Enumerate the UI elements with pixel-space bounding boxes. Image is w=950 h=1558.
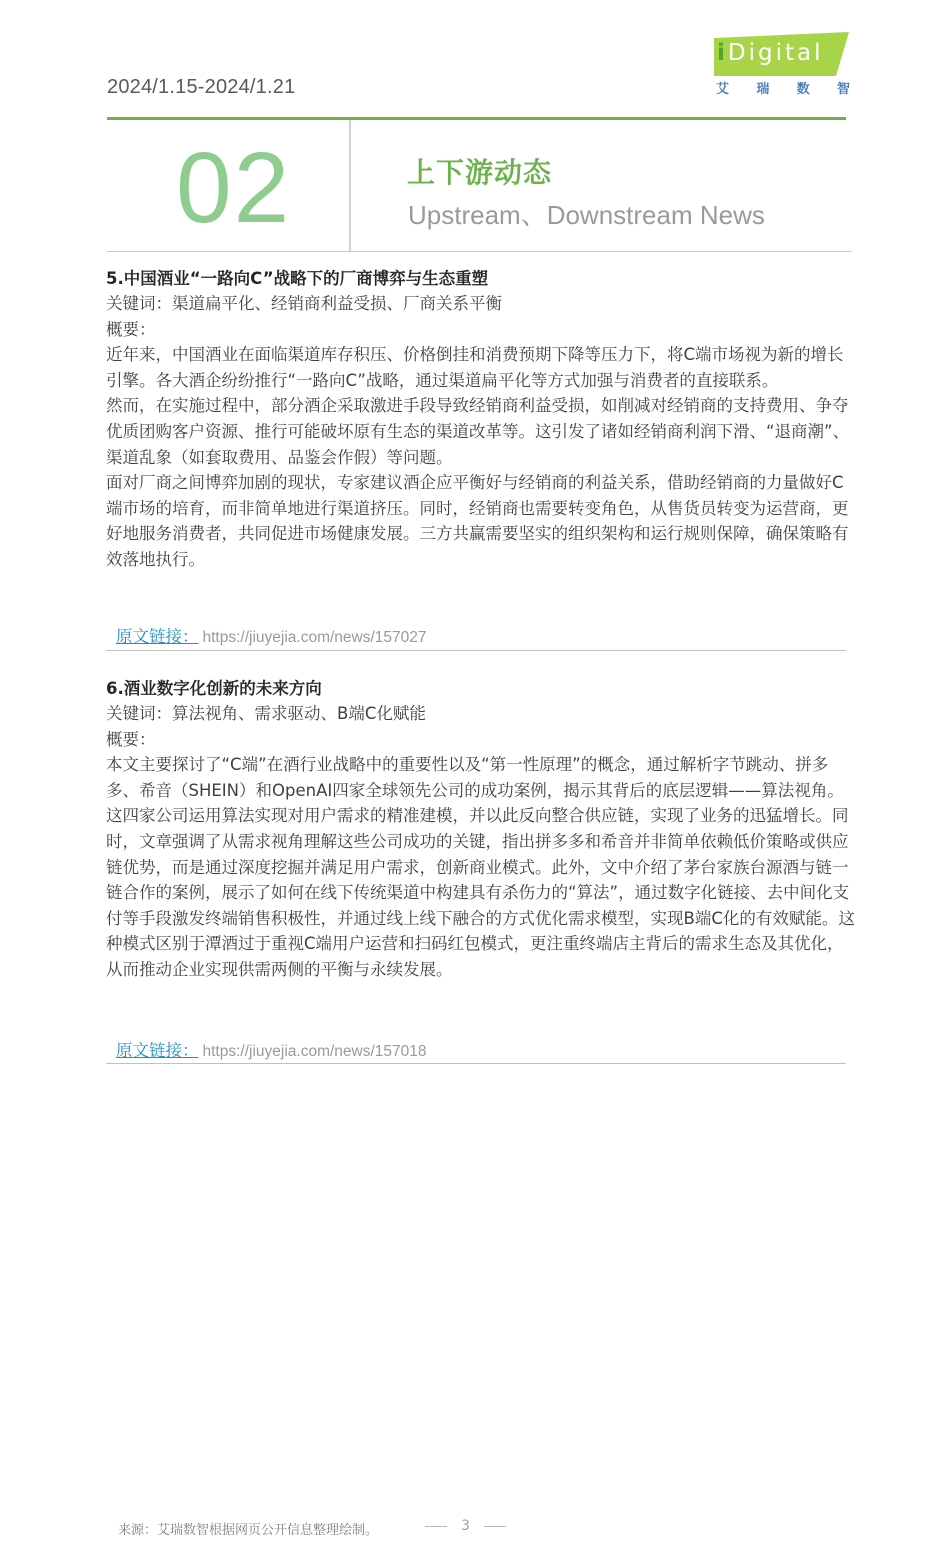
header-rule xyxy=(107,117,846,120)
article-summary-label: 概要： xyxy=(106,729,156,749)
logo-wordmark xyxy=(717,40,823,66)
article-divider xyxy=(106,1063,846,1064)
article-summary-label: 概要： xyxy=(106,319,156,339)
logo-cn-char: 瑞 xyxy=(756,82,770,97)
article-divider xyxy=(106,650,846,651)
date-range: 2024/1.15-2024/1.21 xyxy=(107,76,296,98)
article-summary xyxy=(106,342,856,572)
article-summary xyxy=(106,752,856,982)
page-dash-right xyxy=(484,1526,506,1527)
logo-cn-char: 数 xyxy=(796,82,810,97)
section-title-en: Upstream、Downstream News xyxy=(408,200,765,230)
section-vertical-divider xyxy=(349,120,351,252)
page-number: 3 xyxy=(461,1518,470,1534)
footer-source-note: 来源：艾瑞数智根据网页公开信息整理绘制。 xyxy=(118,1523,379,1538)
article-keywords: 关键词：算法视角、需求驱动、B端C化赋能 xyxy=(106,704,426,723)
logo-digital-text: Digital xyxy=(727,40,824,66)
article-keywords: 关键词：渠道扁平化、经销商利益受损、厂商关系平衡 xyxy=(106,294,502,313)
article-6-source-link[interactable] xyxy=(116,1037,427,1061)
article-title: 5.中国酒业“一路向C”战略下的厂商博弈与生态重塑 xyxy=(106,269,489,288)
article-title: 6.酒业数字化创新的未来方向 xyxy=(106,679,322,698)
logo-i-mark: i xyxy=(717,40,728,66)
summary-paragraph: 然而，在实施过程中，部分酒企采取激进手段导致经销商利益受损，如削减对经销商的支持费用、争夺优质团购客户资源、推行可能破坏原有生态的渠道改革等。这引发了诸如经销商利润下滑、“退商潮”、渠道乱象（如套取费用、品鉴会作假）等问题。 xyxy=(106,396,850,467)
logo-cn-char: 智 xyxy=(836,82,850,97)
source-link-url[interactable]: https://jiuyejia.com/news/157027 xyxy=(202,629,427,646)
page-dash-left xyxy=(425,1526,447,1527)
source-link-url[interactable]: https://jiuyejia.com/news/157018 xyxy=(202,1043,427,1060)
section-horizontal-divider xyxy=(107,251,852,252)
source-link-label[interactable]: 原文链接： xyxy=(116,627,199,646)
summary-paragraph: 面对厂商之间博弈加剧的现状，专家建议酒企应平衡好与经销商的利益关系，借助经销商的力量做好C端市场的培育，而非简单地进行渠道挤压。同时，经销商也需要转变角色，从售货员转变为运营商，更好地服务消费者，共同促进市场健康发展。三方共赢需要坚实的组织架构和运行规则保障，确保策略有效落地执行。 xyxy=(106,473,849,569)
section-number: 02 xyxy=(176,132,292,244)
page-number-marker xyxy=(425,1518,506,1534)
summary-paragraph: 近年来，中国酒业在面临渠道库存积压、价格倒挂和消费预期下降等压力下，将C端市场视为新的增长引擎。各大酒企纷纷推行“一路向C”战略，通过渠道扁平化等方式加强与消费者的直接联系。 xyxy=(106,345,844,390)
logo-cn-char: 艾 xyxy=(716,82,730,97)
idigital-logo xyxy=(714,32,849,98)
article-6 xyxy=(106,676,856,983)
section-title-cn: 上下游动态 xyxy=(407,156,553,189)
summary-paragraph: 本文主要探讨了“C端”在酒行业战略中的重要性以及“第一性原理”的概念，通过解析字节跳动、拼多多、希音（SHEIN）和OpenAI四家全球领先公司的成功案例，揭示其背后的底层逻辑——算法视角。这四家公司运用算法实现对用户需求的精准建模，并以此反向整合供应链，实现了业务的迅猛增长。同时，文章强调了从需求视角理解这些公司成功的关键，指出拼多多和希音并非简单依赖低价策略或供应链优势，而是通过深度挖掘并满足用户需求，创新商业模式。此外，文中介绍了茅台家族台源酒与链一链合作的案例，展示了如何在线下传统渠道中构建具有杀伤力的“算法”，通过数字化链接、去中间化支付等手段激发终端销售积极性，并通过线上线下融合的方式优化需求模型，实现B端C化的有效赋能。这种模式区别于潭酒过于重视C端用户运营和扫码红包模式，更注重终端店主背后的需求生态及其优化，从而推动企业实现供需两侧的平衡与永续发展。 xyxy=(106,755,855,979)
source-link-label[interactable]: 原文链接： xyxy=(116,1041,199,1060)
article-5-source-link[interactable] xyxy=(116,623,427,647)
logo-chinese-name xyxy=(716,78,850,97)
article-5 xyxy=(106,266,856,573)
